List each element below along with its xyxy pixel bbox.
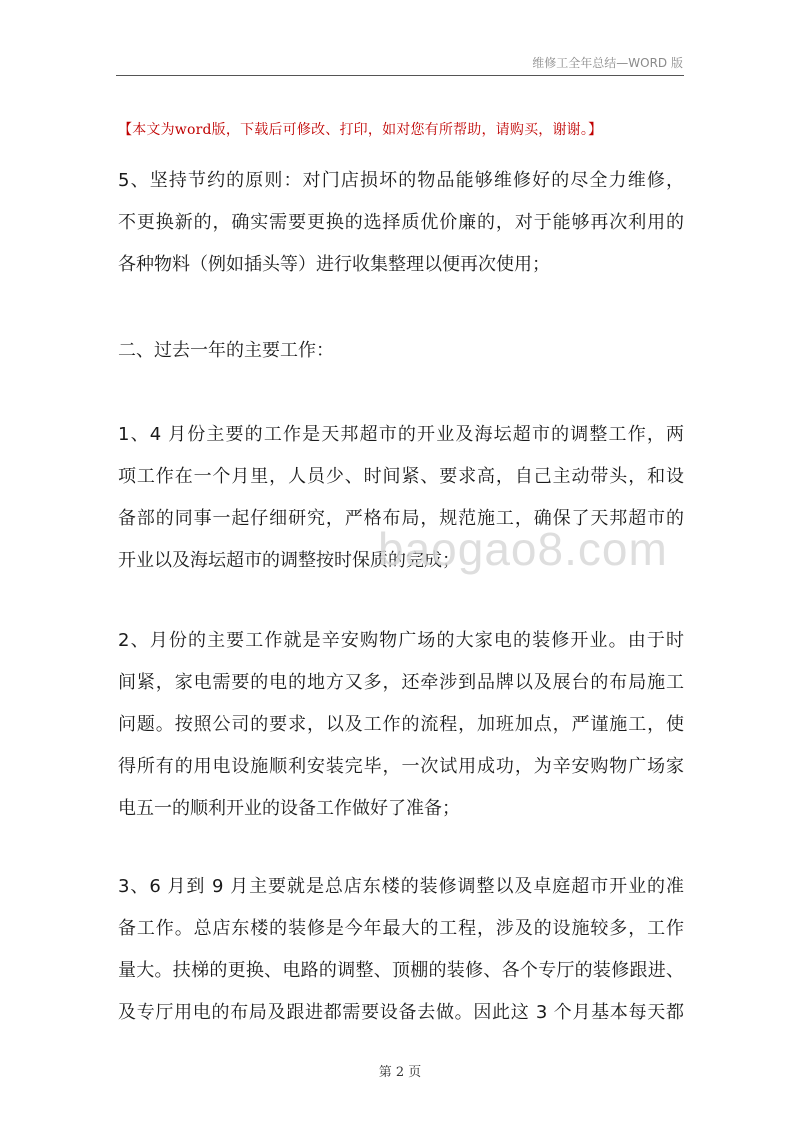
text-line: 各种物料（例如插头等）进行收集整理以便再次使用； xyxy=(118,254,550,275)
text-line: 电五一的顺利开业的设备工作做好了准备； xyxy=(118,798,460,819)
text-line: 备部的同事一起仔细研究，严格布局，规范施工，确保了天邦超市的 xyxy=(118,508,684,529)
text-line: 间紧，家电需要的电的地方又多，还牵涉到品牌以及展台的布局施工 xyxy=(118,672,684,693)
text-line: 1、4 月份主要的工作是天邦超市的开业及海坛超市的调整工作，两 xyxy=(118,424,684,445)
section-heading-main-work xyxy=(118,330,684,372)
paragraph-principle-5 xyxy=(118,160,684,286)
text-line: 及专厅用电的布局及跟进都需要设备去做。因此这 3 个月基本每天都 xyxy=(118,1002,684,1023)
text-line: 项工作在一个月里，人员少、时间紧、要求高，自己主动带头，和设 xyxy=(118,466,684,487)
text-line: 备工作。总店东楼的装修是今年最大的工程，涉及的设施较多，工作 xyxy=(118,918,684,939)
watermark: baogao8.com xyxy=(378,523,668,575)
text-line: 2、月份的主要工作就是辛安购物广场的大家电的装修开业。由于时 xyxy=(118,630,684,651)
text-line: 不更换新的，确实需要更换的选择质优价廉的，对于能够再次利用的 xyxy=(118,212,684,233)
text-line: 问题。按照公司的要求，以及工作的流程，加班加点，严谨施工，使 xyxy=(118,714,684,735)
text-line: 5、坚持节约的原则：对门店损坏的物品能够维修好的尽全力维修， xyxy=(118,170,684,191)
paragraph-work-2 xyxy=(118,620,684,830)
text-line: 得所有的用电设施顺利安装完毕，一次试用成功，为辛安购物广场家 xyxy=(118,756,684,777)
download-notice: 【本文为word版，下载后可修改、打印，如对您有所帮助，请购买，谢谢。】 xyxy=(118,122,603,138)
header-divider xyxy=(116,75,684,76)
document-header-title: 维修工全年总结—WORD 版 xyxy=(532,56,683,70)
text-line: 开业以及海坛超市的调整按时保质的完成； xyxy=(118,550,460,571)
page-number: 第 2 页 xyxy=(378,1065,422,1080)
text-line: 量大。扶梯的更换、电路的调整、顶棚的装修、各个专厅的装修跟进、 xyxy=(118,960,684,981)
paragraph-work-3 xyxy=(118,866,684,1034)
text-line: 3、6 月到 9 月主要就是总店东楼的装修调整以及卓庭超市开业的准 xyxy=(118,876,684,897)
heading-text: 二、过去一年的主要工作： xyxy=(118,340,334,361)
